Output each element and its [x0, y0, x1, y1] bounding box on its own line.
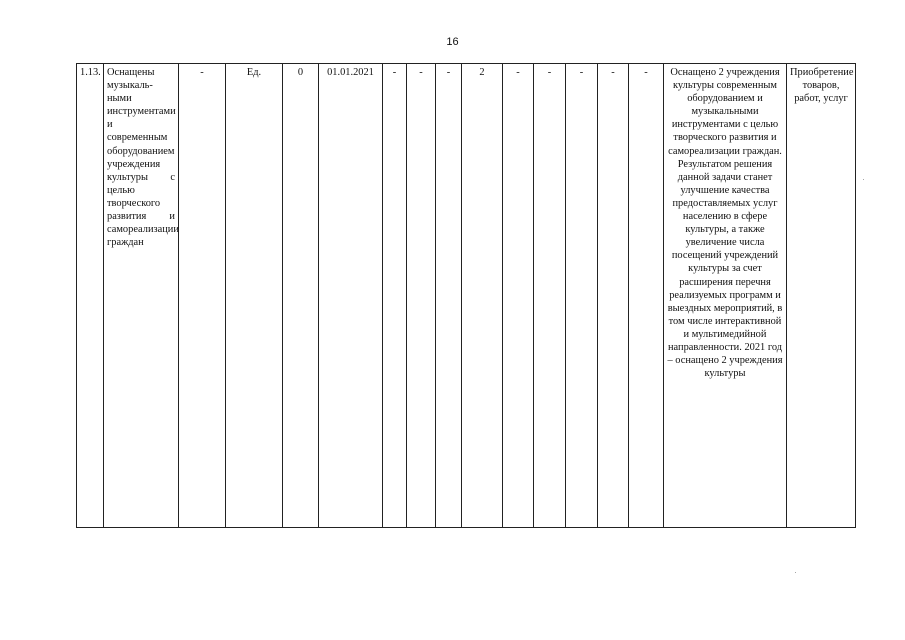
source-cell: -: [179, 64, 226, 528]
result-description-cell: Оснащено 2 учреждения культуры современным оборудованием и музыкальными инструментами с целью творческого развития и самореализации граждан. Результатом решения данной задачи станет улучшение качества предоставляемых услуг населению в сфере культуры, а также увеличение числа посещений учреждений культуры за счет расширения перечня реализуемых программ и выездных мероприятий, в том числе интерактивной и мультимедийной направленности. 2021 год – оснащено 2 учреждения культуры: [664, 64, 787, 528]
base-date-cell: 01.01.2021: [319, 64, 383, 528]
table-row: [77, 64, 856, 528]
indicators-table: [76, 63, 856, 528]
year-value-cell: -: [503, 64, 534, 528]
scan-speck: [863, 179, 864, 180]
year-value-cell: -: [407, 64, 436, 528]
row-number-cell: 1.13.: [77, 64, 104, 528]
scan-speck: [795, 572, 796, 573]
year-value-cell: -: [436, 64, 462, 528]
unit-cell: Ед.: [226, 64, 283, 528]
year-value-cell: 2: [462, 64, 503, 528]
year-value-cell: -: [629, 64, 664, 528]
activity-type-cell: Приобретение товаров, работ, услуг: [787, 64, 856, 528]
base-value-cell: 0: [283, 64, 319, 528]
year-value-cell: -: [383, 64, 407, 528]
indicator-name-cell: Оснащены музыкаль-ными инструментами и современным оборудованием учреждения культуры с целью творческого развития и самореализации граждан: [104, 64, 179, 528]
year-value-cell: -: [566, 64, 598, 528]
year-value-cell: -: [534, 64, 566, 528]
year-value-cell: -: [598, 64, 629, 528]
page-number: 16: [446, 36, 459, 48]
